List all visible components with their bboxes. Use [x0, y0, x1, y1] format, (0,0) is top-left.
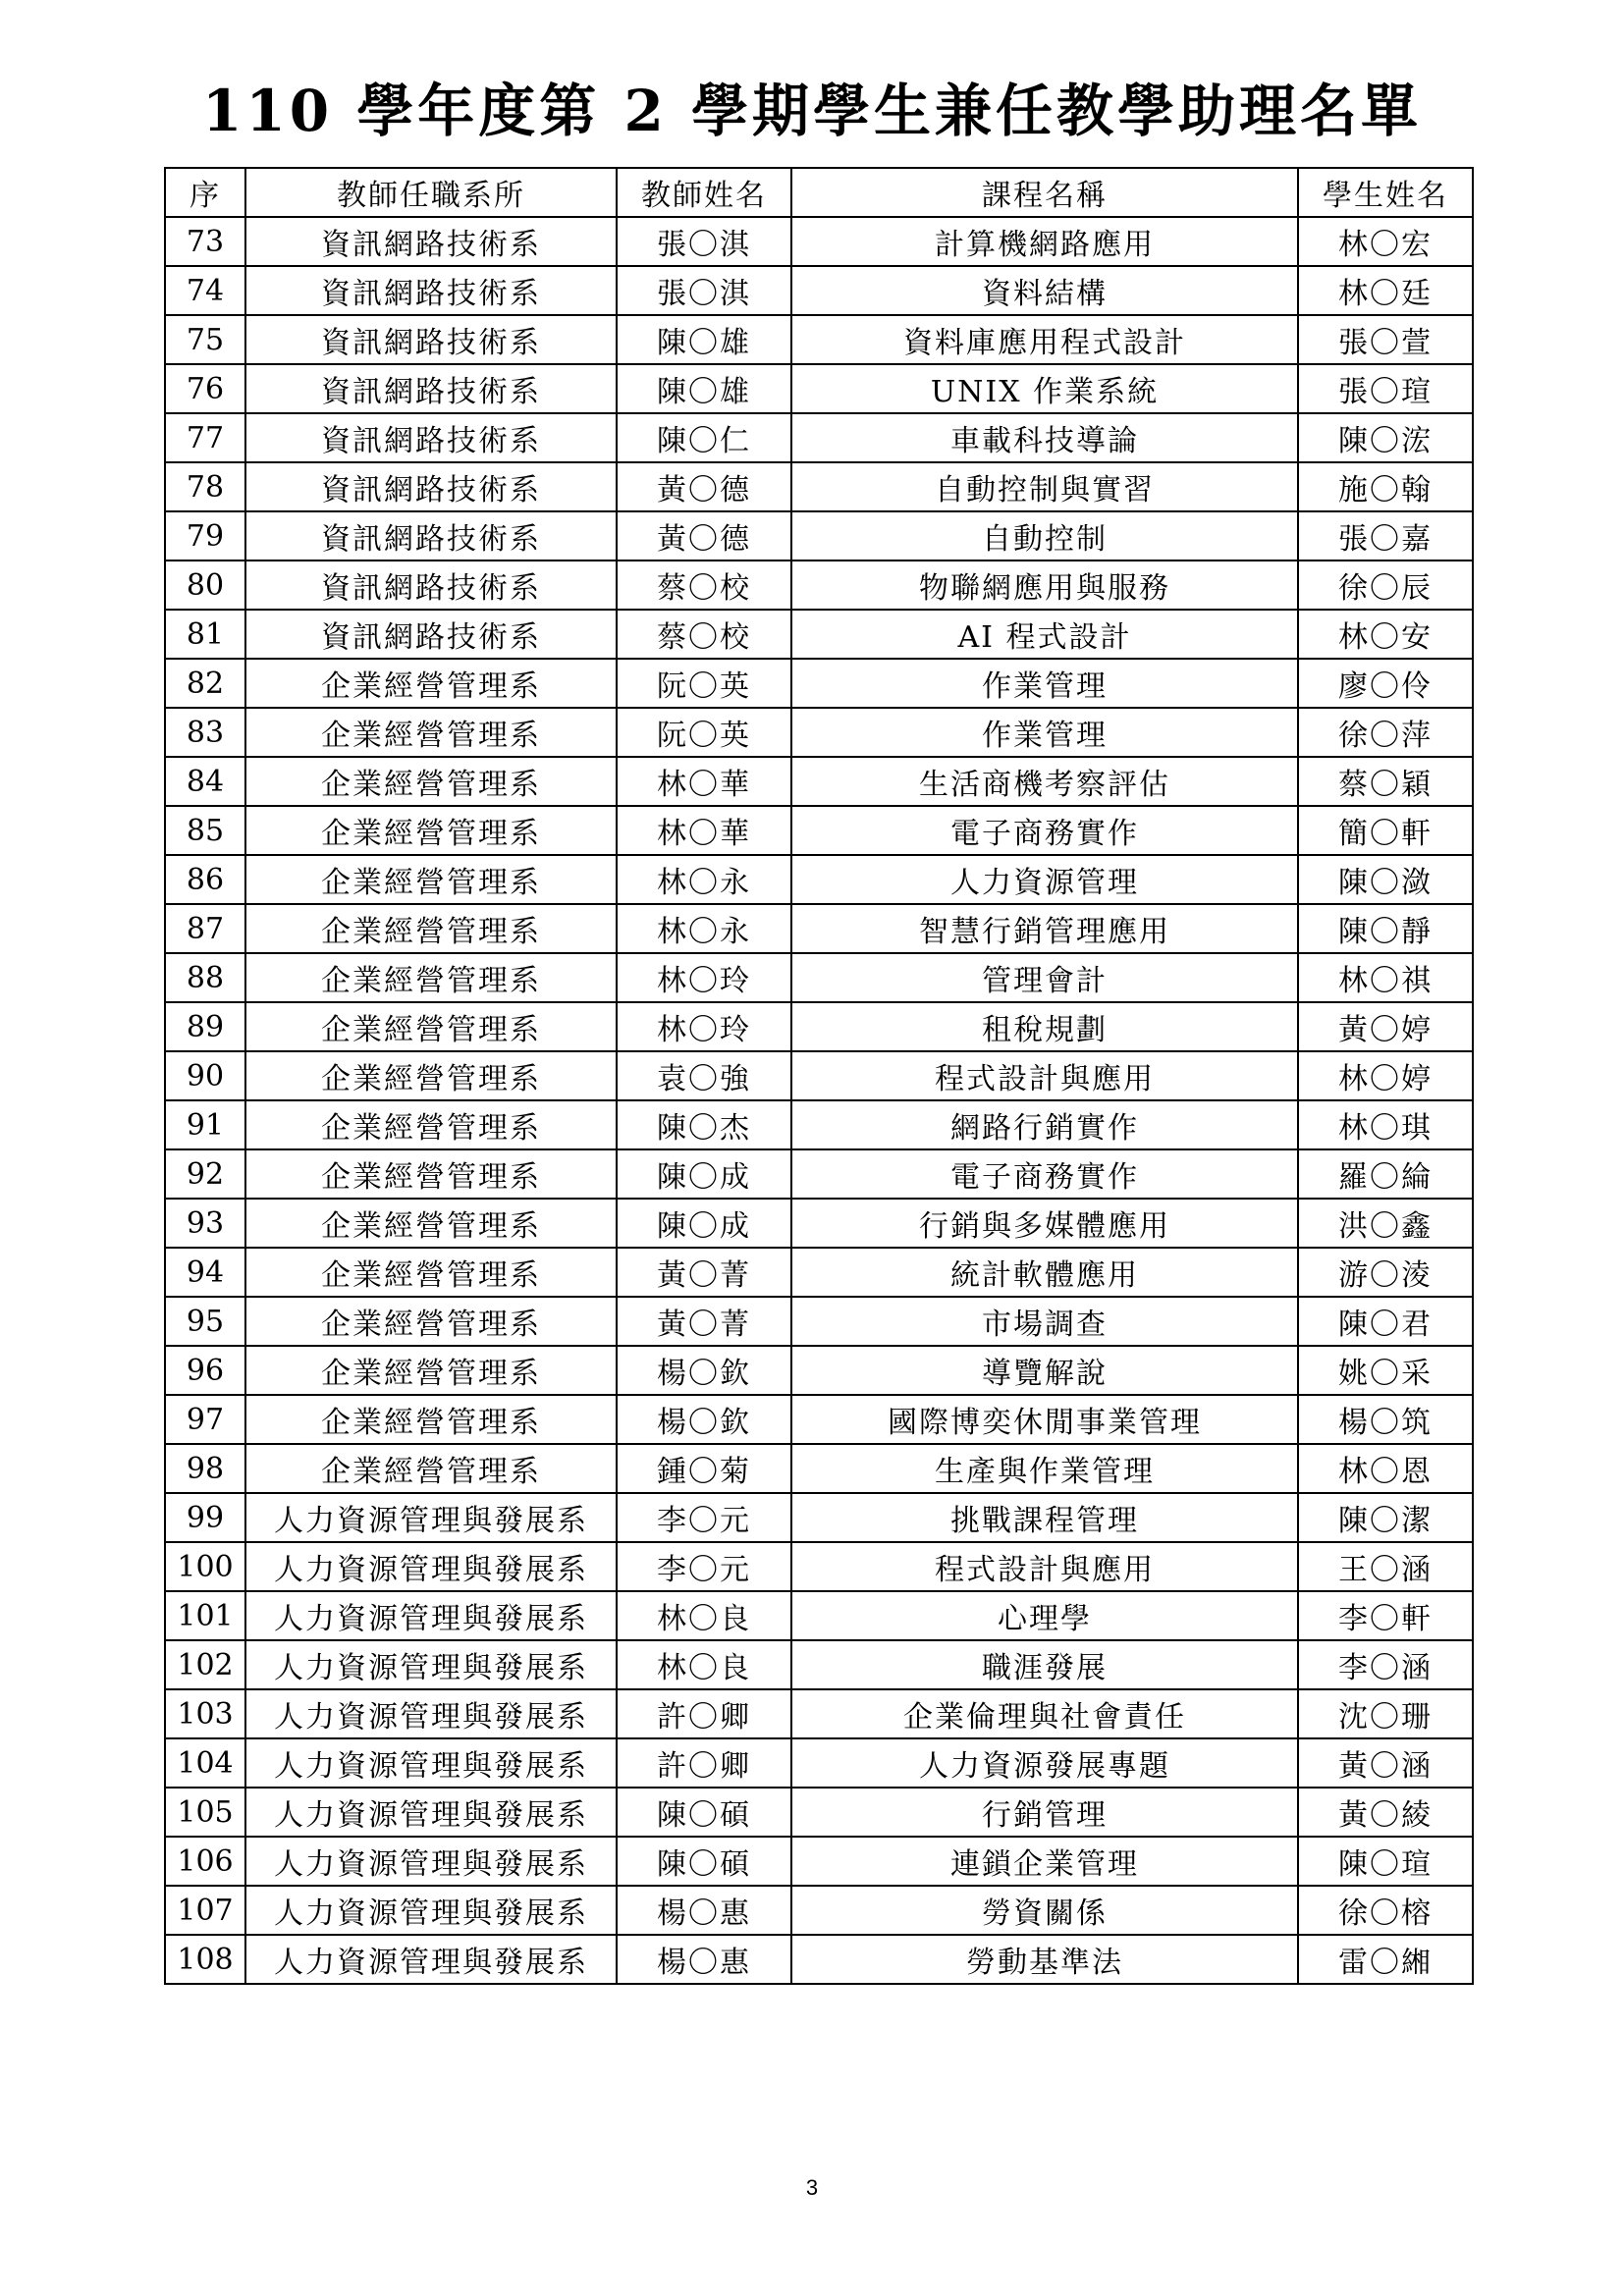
cell-serial: 99 [165, 1493, 245, 1542]
table-row [165, 806, 1473, 855]
cell-course-name: 程式設計與應用 [791, 1051, 1298, 1100]
cell-department: 人力資源管理與發展系 [245, 1788, 617, 1837]
cell-student-name: 陳〇潋 [1298, 855, 1473, 904]
cell-teacher-name: 阮〇英 [617, 659, 791, 708]
cell-student-name: 張〇萱 [1298, 315, 1473, 364]
cell-department: 人力資源管理與發展系 [245, 1837, 617, 1886]
cell-department: 企業經營管理系 [245, 708, 617, 757]
cell-student-name: 林〇宏 [1298, 217, 1473, 266]
cell-teacher-name: 林〇良 [617, 1640, 791, 1689]
cell-serial: 81 [165, 610, 245, 659]
cell-student-name: 林〇廷 [1298, 266, 1473, 315]
cell-course-name: 導覽解說 [791, 1346, 1298, 1395]
cell-department: 人力資源管理與發展系 [245, 1542, 617, 1591]
cell-department: 人力資源管理與發展系 [245, 1640, 617, 1689]
cell-teacher-name: 林〇良 [617, 1591, 791, 1640]
cell-student-name: 林〇琪 [1298, 1100, 1473, 1149]
table-row [165, 757, 1473, 806]
cell-student-name: 黃〇涵 [1298, 1738, 1473, 1788]
header-student-name: 學生姓名 [1298, 168, 1473, 217]
cell-serial: 97 [165, 1395, 245, 1444]
cell-course-name: 管理會計 [791, 953, 1298, 1002]
cell-serial: 101 [165, 1591, 245, 1640]
cell-department: 企業經營管理系 [245, 1100, 617, 1149]
table-row [165, 1248, 1473, 1297]
cell-course-name: 生活商機考察評估 [791, 757, 1298, 806]
table-row [165, 1640, 1473, 1689]
cell-serial: 91 [165, 1100, 245, 1149]
cell-teacher-name: 黃〇德 [617, 511, 791, 561]
cell-student-name: 王〇涵 [1298, 1542, 1473, 1591]
table-row [165, 1542, 1473, 1591]
cell-student-name: 陳〇君 [1298, 1297, 1473, 1346]
cell-serial: 96 [165, 1346, 245, 1395]
cell-student-name: 林〇婷 [1298, 1051, 1473, 1100]
cell-serial: 73 [165, 217, 245, 266]
cell-student-name: 羅〇綸 [1298, 1149, 1473, 1199]
cell-department: 企業經營管理系 [245, 1199, 617, 1248]
cell-course-name: 市場調查 [791, 1297, 1298, 1346]
cell-student-name: 陳〇瑄 [1298, 1837, 1473, 1886]
table-row [165, 659, 1473, 708]
cell-teacher-name: 陳〇杰 [617, 1100, 791, 1149]
cell-teacher-name: 袁〇強 [617, 1051, 791, 1100]
cell-serial: 95 [165, 1297, 245, 1346]
cell-department: 企業經營管理系 [245, 904, 617, 953]
cell-department: 人力資源管理與發展系 [245, 1886, 617, 1935]
cell-serial: 90 [165, 1051, 245, 1100]
cell-teacher-name: 陳〇成 [617, 1149, 791, 1199]
table-row [165, 1346, 1473, 1395]
cell-student-name: 洪〇鑫 [1298, 1199, 1473, 1248]
cell-department: 資訊網路技術系 [245, 610, 617, 659]
header-serial: 序 [165, 168, 245, 217]
table-row [165, 462, 1473, 511]
cell-teacher-name: 林〇玲 [617, 1002, 791, 1051]
cell-teacher-name: 陳〇雄 [617, 315, 791, 364]
cell-department: 企業經營管理系 [245, 1002, 617, 1051]
cell-course-name: 電子商務實作 [791, 1149, 1298, 1199]
cell-course-name: 資料結構 [791, 266, 1298, 315]
cell-teacher-name: 林〇華 [617, 757, 791, 806]
cell-teacher-name: 阮〇英 [617, 708, 791, 757]
cell-student-name: 游〇淩 [1298, 1248, 1473, 1297]
cell-serial: 108 [165, 1935, 245, 1984]
cell-teacher-name: 楊〇惠 [617, 1935, 791, 1984]
table-row [165, 1689, 1473, 1738]
cell-serial: 87 [165, 904, 245, 953]
cell-serial: 105 [165, 1788, 245, 1837]
cell-course-name: 程式設計與應用 [791, 1542, 1298, 1591]
cell-course-name: 車載科技導論 [791, 413, 1298, 462]
page-number: 3 [805, 2175, 819, 2200]
cell-department: 人力資源管理與發展系 [245, 1689, 617, 1738]
table-row [165, 364, 1473, 413]
cell-department: 資訊網路技術系 [245, 413, 617, 462]
cell-serial: 85 [165, 806, 245, 855]
cell-student-name: 黃〇婷 [1298, 1002, 1473, 1051]
cell-teacher-name: 陳〇雄 [617, 364, 791, 413]
cell-serial: 86 [165, 855, 245, 904]
cell-teacher-name: 黃〇菁 [617, 1297, 791, 1346]
cell-student-name: 張〇瑄 [1298, 364, 1473, 413]
cell-course-name: 人力資源管理 [791, 855, 1298, 904]
cell-course-name: 行銷管理 [791, 1788, 1298, 1837]
cell-course-name: 作業管理 [791, 708, 1298, 757]
cell-course-name: 勞資關係 [791, 1886, 1298, 1935]
cell-course-name: 職涯發展 [791, 1640, 1298, 1689]
cell-serial: 106 [165, 1837, 245, 1886]
cell-teacher-name: 陳〇仁 [617, 413, 791, 462]
cell-serial: 75 [165, 315, 245, 364]
cell-serial: 93 [165, 1199, 245, 1248]
cell-department: 人力資源管理與發展系 [245, 1493, 617, 1542]
cell-student-name: 施〇翰 [1298, 462, 1473, 511]
cell-serial: 82 [165, 659, 245, 708]
cell-course-name: 網路行銷實作 [791, 1100, 1298, 1149]
table-row [165, 1051, 1473, 1100]
cell-course-name: 智慧行銷管理應用 [791, 904, 1298, 953]
cell-teacher-name: 林〇玲 [617, 953, 791, 1002]
cell-department: 企業經營管理系 [245, 1297, 617, 1346]
table-row [165, 953, 1473, 1002]
table-body [165, 217, 1473, 1984]
table-row [165, 1837, 1473, 1886]
cell-department: 資訊網路技術系 [245, 364, 617, 413]
cell-student-name: 林〇安 [1298, 610, 1473, 659]
cell-department: 人力資源管理與發展系 [245, 1591, 617, 1640]
cell-course-name: 租稅規劃 [791, 1002, 1298, 1051]
cell-course-name: 電子商務實作 [791, 806, 1298, 855]
cell-department: 企業經營管理系 [245, 1444, 617, 1493]
cell-serial: 98 [165, 1444, 245, 1493]
table-row [165, 1002, 1473, 1051]
cell-teacher-name: 鍾〇菊 [617, 1444, 791, 1493]
cell-course-name: 自動控制 [791, 511, 1298, 561]
cell-teacher-name: 楊〇欽 [617, 1395, 791, 1444]
cell-department: 企業經營管理系 [245, 855, 617, 904]
cell-student-name: 雷〇緗 [1298, 1935, 1473, 1984]
cell-teacher-name: 林〇華 [617, 806, 791, 855]
cell-department: 企業經營管理系 [245, 1395, 617, 1444]
cell-teacher-name: 李〇元 [617, 1542, 791, 1591]
cell-serial: 104 [165, 1738, 245, 1788]
table-row [165, 1199, 1473, 1248]
cell-student-name: 陳〇靜 [1298, 904, 1473, 953]
table-row [165, 1886, 1473, 1935]
cell-serial: 83 [165, 708, 245, 757]
cell-serial: 89 [165, 1002, 245, 1051]
cell-student-name: 黃〇綾 [1298, 1788, 1473, 1837]
cell-course-name: UNIX 作業系統 [791, 364, 1298, 413]
cell-department: 資訊網路技術系 [245, 462, 617, 511]
cell-serial: 107 [165, 1886, 245, 1935]
cell-student-name: 廖〇伶 [1298, 659, 1473, 708]
cell-course-name: 物聯網應用與服務 [791, 561, 1298, 610]
header-course-name: 課程名稱 [791, 168, 1298, 217]
cell-department: 資訊網路技術系 [245, 561, 617, 610]
cell-course-name: 連鎖企業管理 [791, 1837, 1298, 1886]
cell-department: 企業經營管理系 [245, 757, 617, 806]
table-row [165, 1493, 1473, 1542]
table-row [165, 1788, 1473, 1837]
cell-teacher-name: 林〇永 [617, 904, 791, 953]
header-department: 教師任職系所 [245, 168, 617, 217]
cell-department: 人力資源管理與發展系 [245, 1935, 617, 1984]
cell-student-name: 徐〇榕 [1298, 1886, 1473, 1935]
cell-serial: 80 [165, 561, 245, 610]
table-row [165, 413, 1473, 462]
cell-serial: 79 [165, 511, 245, 561]
cell-teacher-name: 陳〇碩 [617, 1837, 791, 1886]
cell-department: 資訊網路技術系 [245, 266, 617, 315]
cell-department: 資訊網路技術系 [245, 511, 617, 561]
cell-teacher-name: 許〇卿 [617, 1689, 791, 1738]
cell-teacher-name: 蔡〇校 [617, 561, 791, 610]
cell-department: 企業經營管理系 [245, 1051, 617, 1100]
table-row [165, 1100, 1473, 1149]
cell-serial: 103 [165, 1689, 245, 1738]
cell-student-name: 徐〇辰 [1298, 561, 1473, 610]
cell-course-name: 作業管理 [791, 659, 1298, 708]
cell-serial: 88 [165, 953, 245, 1002]
cell-course-name: 生產與作業管理 [791, 1444, 1298, 1493]
cell-department: 企業經營管理系 [245, 1346, 617, 1395]
table-row [165, 708, 1473, 757]
cell-student-name: 楊〇筑 [1298, 1395, 1473, 1444]
cell-serial: 84 [165, 757, 245, 806]
cell-department: 資訊網路技術系 [245, 315, 617, 364]
table-row [165, 855, 1473, 904]
cell-course-name: 人力資源發展專題 [791, 1738, 1298, 1788]
cell-student-name: 李〇軒 [1298, 1591, 1473, 1640]
cell-student-name: 林〇祺 [1298, 953, 1473, 1002]
table-row [165, 315, 1473, 364]
cell-course-name: 統計軟體應用 [791, 1248, 1298, 1297]
cell-student-name: 張〇嘉 [1298, 511, 1473, 561]
cell-teacher-name: 張〇淇 [617, 266, 791, 315]
header-teacher-name: 教師姓名 [617, 168, 791, 217]
cell-teacher-name: 楊〇惠 [617, 1886, 791, 1935]
cell-course-name: 資料庫應用程式設計 [791, 315, 1298, 364]
table-row [165, 610, 1473, 659]
cell-course-name: 挑戰課程管理 [791, 1493, 1298, 1542]
cell-department: 企業經營管理系 [245, 659, 617, 708]
table-row [165, 511, 1473, 561]
cell-serial: 76 [165, 364, 245, 413]
cell-serial: 77 [165, 413, 245, 462]
cell-student-name: 蔡〇穎 [1298, 757, 1473, 806]
cell-student-name: 陳〇浤 [1298, 413, 1473, 462]
cell-teacher-name: 黃〇菁 [617, 1248, 791, 1297]
cell-course-name: 行銷與多媒體應用 [791, 1199, 1298, 1248]
cell-course-name: 心理學 [791, 1591, 1298, 1640]
table-row [165, 1738, 1473, 1788]
table-row [165, 561, 1473, 610]
page-title: 110 學年度第 2 學期學生兼任教學助理名單 [201, 78, 1422, 144]
cell-teacher-name: 楊〇欽 [617, 1346, 791, 1395]
cell-department: 人力資源管理與發展系 [245, 1738, 617, 1788]
cell-course-name: 自動控制與實習 [791, 462, 1298, 511]
cell-department: 企業經營管理系 [245, 953, 617, 1002]
cell-serial: 100 [165, 1542, 245, 1591]
cell-student-name: 沈〇珊 [1298, 1689, 1473, 1738]
cell-department: 企業經營管理系 [245, 1149, 617, 1199]
cell-student-name: 林〇恩 [1298, 1444, 1473, 1493]
table-row [165, 1591, 1473, 1640]
cell-teacher-name: 蔡〇校 [617, 610, 791, 659]
cell-teacher-name: 陳〇碩 [617, 1788, 791, 1837]
cell-student-name: 姚〇采 [1298, 1346, 1473, 1395]
cell-student-name: 徐〇萍 [1298, 708, 1473, 757]
table-row [165, 266, 1473, 315]
cell-teacher-name: 林〇永 [617, 855, 791, 904]
table-row [165, 1395, 1473, 1444]
cell-department: 企業經營管理系 [245, 806, 617, 855]
cell-serial: 74 [165, 266, 245, 315]
cell-serial: 92 [165, 1149, 245, 1199]
cell-teacher-name: 許〇卿 [617, 1738, 791, 1788]
cell-serial: 102 [165, 1640, 245, 1689]
table-row [165, 904, 1473, 953]
cell-course-name: 計算機網路應用 [791, 217, 1298, 266]
cell-department: 資訊網路技術系 [245, 217, 617, 266]
table-row [165, 1444, 1473, 1493]
cell-course-name: 企業倫理與社會責任 [791, 1689, 1298, 1738]
cell-teacher-name: 陳〇成 [617, 1199, 791, 1248]
cell-student-name: 陳〇潔 [1298, 1493, 1473, 1542]
cell-course-name: 勞動基準法 [791, 1935, 1298, 1984]
table-row [165, 1935, 1473, 1984]
cell-teacher-name: 張〇淇 [617, 217, 791, 266]
cell-teacher-name: 李〇元 [617, 1493, 791, 1542]
assistant-roster-table [164, 167, 1474, 1985]
cell-serial: 94 [165, 1248, 245, 1297]
cell-course-name: 國際博奕休閒事業管理 [791, 1395, 1298, 1444]
table-header-row [165, 168, 1473, 217]
cell-serial: 78 [165, 462, 245, 511]
cell-course-name: AI 程式設計 [791, 610, 1298, 659]
cell-teacher-name: 黃〇德 [617, 462, 791, 511]
cell-student-name: 李〇涵 [1298, 1640, 1473, 1689]
cell-student-name: 簡〇軒 [1298, 806, 1473, 855]
table-row [165, 217, 1473, 266]
table-row [165, 1149, 1473, 1199]
cell-department: 企業經營管理系 [245, 1248, 617, 1297]
table-row [165, 1297, 1473, 1346]
